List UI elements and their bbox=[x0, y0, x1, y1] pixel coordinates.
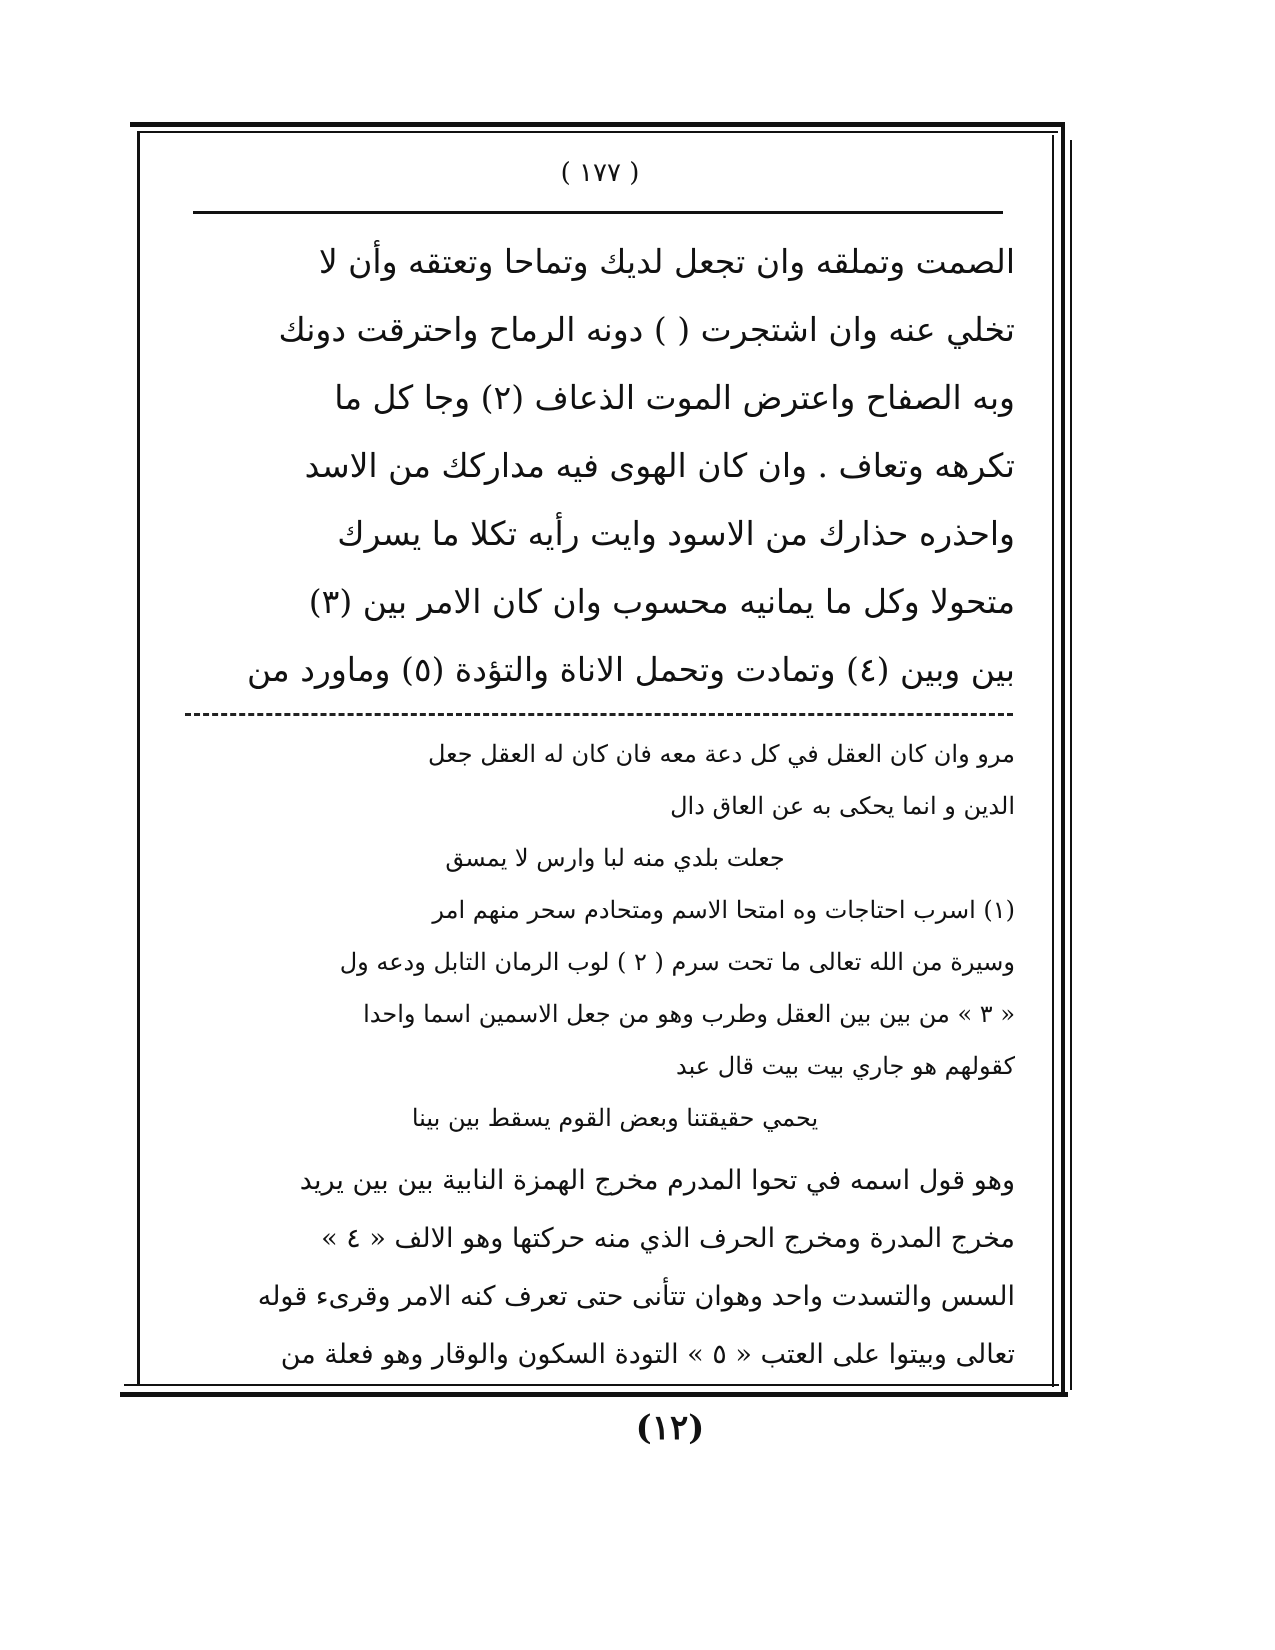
footnote-verse: يحمي حقيقتنا وبعض القوم يسقط بين بينا bbox=[411, 1104, 819, 1132]
frame-right-rule-thick bbox=[1061, 122, 1065, 1397]
main-line: متحولا وكل ما يمانيه محسوب وان كان الامر بين (٣) bbox=[308, 582, 1015, 621]
footnote-line: « ٣ » من بين بين العقل وطرب وهو من جعل الاسمين اسما واحدا bbox=[363, 1000, 1015, 1028]
footnote-line: مخرج المدرة ومخرج الحرف الذي منه حركتها وهو الالف « ٤ » bbox=[321, 1223, 1015, 1254]
frame-right-rule-outer bbox=[1070, 140, 1072, 1390]
main-line: تكرهه وتعاف . وان كان الهوى فيه مداركك من الاسد bbox=[304, 446, 1015, 485]
main-text bbox=[175, 228, 1015, 704]
footnote-line: (١) اسرب احتاجات وه امتحا الاسم ومتحادم سحر منهم امر bbox=[432, 896, 1015, 924]
main-line: وبه الصفاح واعترض الموت الذعاف (٢) وجا كل ما bbox=[334, 378, 1015, 417]
page-number-bottom: (١٢) bbox=[635, 1408, 705, 1448]
footnote-separator bbox=[185, 713, 1013, 716]
frame-bottom-inner-rule bbox=[124, 1384, 1059, 1386]
footnotes-lower bbox=[175, 1152, 1015, 1384]
footnote-line: تعالى وبيتوا على العتب « ٥ » التودة السكون والوقار وهو فعلة من bbox=[280, 1339, 1015, 1370]
frame-top-inner-rule bbox=[138, 131, 1058, 133]
page-number-top: ( ١٧٧ ) bbox=[560, 158, 640, 188]
main-line: واحذره حذارك من الاسود وايت رأيه تكلا ما يسرك bbox=[337, 514, 1015, 553]
footnote-line: مرو وان كان العقل في كل دعة معه فان كان له العقل جعل bbox=[427, 740, 1015, 768]
footnote-line: كقولهم هو جاري بيت بيت قال عبد bbox=[675, 1052, 1015, 1080]
footnote-line: وهو قول اسمه في تحوا المدرم مخرج الهمزة النابية بين بين يريد bbox=[299, 1165, 1015, 1196]
frame-right-rule bbox=[1052, 135, 1054, 1387]
frame-bottom-rule bbox=[120, 1392, 1068, 1397]
header-rule bbox=[193, 211, 1003, 214]
footnote-verse: جعلت بلدي منه لبا وارس لا يمسق bbox=[445, 844, 785, 872]
footnote-line: الدين و انما يحكى به عن العاق دال bbox=[670, 792, 1015, 820]
footnote-line: وسيرة من الله تعالى ما تحت سرم ( ٢ ) لوب الرمان التابل ودعه ول bbox=[339, 948, 1015, 976]
frame-top-rule bbox=[130, 122, 1065, 127]
main-line: بين وبين (٤) وتمادت وتحمل الاناة والتؤدة (٥) وماورد من bbox=[246, 650, 1015, 689]
main-line: تخلي عنه وان اشتجرت ( ) دونه الرماح واحترقت دونك bbox=[278, 310, 1015, 349]
footnotes-upper bbox=[175, 728, 1015, 1144]
footnote-line: السس والتسدت واحد وهوان تتأنى حتى تعرف كنه الامر وقرىء قوله bbox=[257, 1281, 1015, 1312]
main-line: الصمت وتملقه وان تجعل لديك وتماحا وتعتقه وأن لا bbox=[318, 242, 1015, 281]
frame-left-rule bbox=[137, 131, 140, 1386]
